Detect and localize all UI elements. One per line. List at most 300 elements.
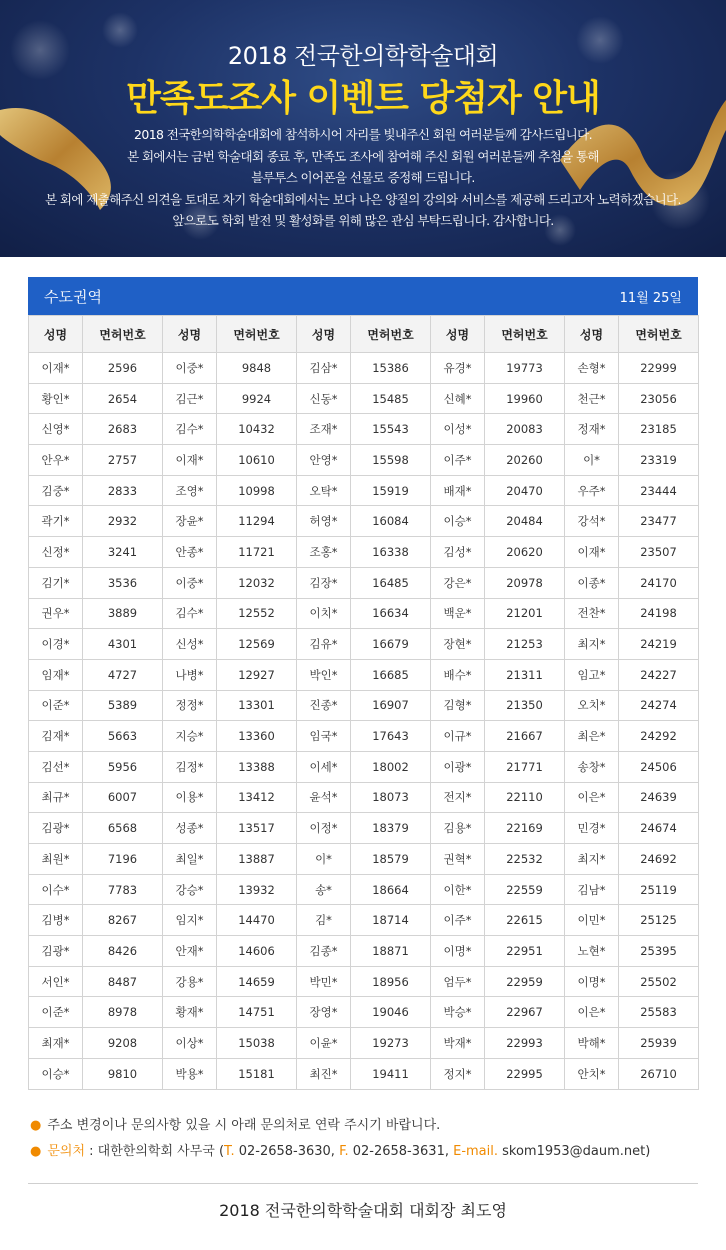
license-number-cell: 18073 (351, 782, 431, 813)
license-number-cell: 8267 (83, 905, 163, 936)
license-number-cell: 24639 (619, 782, 699, 813)
winner-name-cell: 김재* (29, 721, 83, 752)
table-row (29, 537, 699, 568)
winner-name-cell: 안우* (29, 445, 83, 476)
column-header: 성명 (163, 316, 217, 353)
winner-name-cell: 황재* (163, 997, 217, 1028)
license-number-cell: 2654 (83, 383, 163, 414)
winner-name-cell: 강승* (163, 874, 217, 905)
signature: 2018 전국한의학학술대회 대회장 최도영 (219, 1201, 507, 1220)
fax-label: F. (339, 1144, 349, 1159)
winner-name-cell: 임재* (29, 659, 83, 690)
license-number-cell: 9924 (217, 383, 297, 414)
license-number-cell: 13412 (217, 782, 297, 813)
winner-name-cell: 김남* (565, 874, 619, 905)
winner-name-cell: 박용* (163, 1058, 217, 1089)
winner-name-cell: 강용* (163, 966, 217, 997)
winner-name-cell: 김형* (431, 690, 485, 721)
license-number-cell: 20470 (485, 475, 565, 506)
license-number-cell: 22959 (485, 966, 565, 997)
notes (30, 1113, 700, 1165)
license-number-cell: 21201 (485, 598, 565, 629)
table-row (29, 844, 699, 875)
column-header: 면허번호 (619, 316, 699, 353)
winner-name-cell: 박인* (297, 659, 351, 690)
table-row (29, 1028, 699, 1059)
license-number-cell: 16338 (351, 537, 431, 568)
winner-name-cell: 이세* (297, 751, 351, 782)
license-number-cell: 9208 (83, 1028, 163, 1059)
column-header: 성명 (565, 316, 619, 353)
license-number-cell: 3241 (83, 537, 163, 568)
license-number-cell: 20620 (485, 537, 565, 568)
banner-line: 앞으로도 학회 발전 및 활성화를 위해 많은 관심 부탁드립니다. 감사합니다. (172, 213, 554, 228)
winner-name-cell: 백운* (431, 598, 485, 629)
winner-name-cell: 김* (297, 905, 351, 936)
license-number-cell: 14659 (217, 966, 297, 997)
license-number-cell: 15598 (351, 445, 431, 476)
contact-org: : 대한한의학회 사무국 ( (85, 1144, 225, 1159)
winner-name-cell: 김기* (29, 567, 83, 598)
section-header (28, 277, 698, 315)
winner-name-cell: 강은* (431, 567, 485, 598)
winner-name-cell: 최일* (163, 844, 217, 875)
license-number-cell: 13388 (217, 751, 297, 782)
winner-name-cell: 전찬* (565, 598, 619, 629)
tel-number[interactable]: 02-2658-3630, (234, 1144, 340, 1159)
license-number-cell: 21667 (485, 721, 565, 752)
winner-name-cell: 이정* (297, 813, 351, 844)
license-number-cell: 23477 (619, 506, 699, 537)
winner-name-cell: 박민* (297, 966, 351, 997)
license-number-cell: 3536 (83, 567, 163, 598)
license-number-cell: 19273 (351, 1028, 431, 1059)
winner-name-cell: 권우* (29, 598, 83, 629)
winner-name-cell: 김수* (163, 414, 217, 445)
winner-name-cell: 배재* (431, 475, 485, 506)
table-row (29, 997, 699, 1028)
license-number-cell: 4727 (83, 659, 163, 690)
winner-name-cell: 최지* (565, 844, 619, 875)
license-number-cell: 11294 (217, 506, 297, 537)
license-number-cell: 21771 (485, 751, 565, 782)
winner-name-cell: 김병* (29, 905, 83, 936)
table-row (29, 936, 699, 967)
winner-name-cell: 조재* (297, 414, 351, 445)
winner-name-cell: 송창* (565, 751, 619, 782)
license-number-cell: 2683 (83, 414, 163, 445)
table-row (29, 874, 699, 905)
license-number-cell: 8487 (83, 966, 163, 997)
license-number-cell: 2757 (83, 445, 163, 476)
license-number-cell: 2833 (83, 475, 163, 506)
license-number-cell: 14751 (217, 997, 297, 1028)
banner-line: 본 회에 제출해주신 의견을 토대로 차기 학술대회에서는 보다 나은 양질의 강의와 서비스를 제공해 드리고자 노력하겠습니다. (45, 191, 681, 207)
license-number-cell: 18002 (351, 751, 431, 782)
event-date: 11월 25일 (619, 290, 682, 306)
winner-name-cell: 이승* (29, 1058, 83, 1089)
winner-name-cell: 천근* (565, 383, 619, 414)
winner-name-cell: 김용* (431, 813, 485, 844)
license-number-cell: 9848 (217, 353, 297, 384)
winner-name-cell: 진종* (297, 690, 351, 721)
winner-name-cell: 이중* (163, 353, 217, 384)
bullet-icon: ● (30, 1144, 42, 1159)
winner-name-cell: 최원* (29, 844, 83, 875)
license-number-cell: 21311 (485, 659, 565, 690)
winner-name-cell: 이은* (565, 997, 619, 1028)
winner-name-cell: 지승* (163, 721, 217, 752)
license-number-cell: 7196 (83, 844, 163, 875)
license-number-cell: 25502 (619, 966, 699, 997)
winner-name-cell: 김삼* (297, 353, 351, 384)
winner-name-cell: 배수* (431, 659, 485, 690)
winner-name-cell: 윤석* (297, 782, 351, 813)
license-number-cell: 22999 (619, 353, 699, 384)
license-number-cell: 20083 (485, 414, 565, 445)
license-number-cell: 24506 (619, 751, 699, 782)
table-row (29, 782, 699, 813)
note-item (30, 1113, 700, 1139)
tel-label: T. (224, 1144, 235, 1159)
event-banner (0, 0, 726, 257)
license-number-cell: 25125 (619, 905, 699, 936)
fax-number: 02-2658-3631, (348, 1144, 454, 1159)
winner-name-cell: 손형* (565, 353, 619, 384)
license-number-cell: 22951 (485, 936, 565, 967)
license-number-cell: 6568 (83, 813, 163, 844)
winner-name-cell: 민경* (565, 813, 619, 844)
license-number-cell: 23319 (619, 445, 699, 476)
table-row (29, 598, 699, 629)
license-number-cell: 16679 (351, 629, 431, 660)
winners-table (28, 315, 699, 1090)
license-number-cell: 19960 (485, 383, 565, 414)
banner-line: 2018 전국한의학학술대회에 참석하시어 자리를 빛내주신 회원 여러분들께 감사드립니다. (133, 127, 593, 142)
winner-name-cell: 이명* (565, 966, 619, 997)
winner-name-cell: 최지* (565, 629, 619, 660)
winner-name-cell: 신동* (297, 383, 351, 414)
table-header-row (29, 316, 699, 353)
winner-name-cell: 조영* (163, 475, 217, 506)
column-header: 성명 (29, 316, 83, 353)
winner-name-cell: 이한* (431, 874, 485, 905)
license-number-cell: 8426 (83, 936, 163, 967)
license-number-cell: 15386 (351, 353, 431, 384)
license-number-cell: 24198 (619, 598, 699, 629)
table-row (29, 445, 699, 476)
license-number-cell: 19773 (485, 353, 565, 384)
license-number-cell: 16084 (351, 506, 431, 537)
license-number-cell: 5956 (83, 751, 163, 782)
license-number-cell: 15543 (351, 414, 431, 445)
winner-name-cell: 김종* (297, 936, 351, 967)
winner-name-cell: 오치* (565, 690, 619, 721)
winner-name-cell: 이은* (565, 782, 619, 813)
winner-name-cell: 전지* (431, 782, 485, 813)
contact-label: 문의처 (47, 1144, 86, 1159)
license-number-cell: 22615 (485, 905, 565, 936)
license-number-cell: 10432 (217, 414, 297, 445)
license-number-cell: 12032 (217, 567, 297, 598)
license-number-cell: 19411 (351, 1058, 431, 1089)
winner-name-cell: 황인* (29, 383, 83, 414)
winner-name-cell: 박재* (431, 1028, 485, 1059)
table-row (29, 383, 699, 414)
license-number-cell: 12569 (217, 629, 297, 660)
winner-name-cell: 엄두* (431, 966, 485, 997)
license-number-cell: 9810 (83, 1058, 163, 1089)
license-number-cell: 22995 (485, 1058, 565, 1089)
license-number-cell: 23185 (619, 414, 699, 445)
license-number-cell: 15485 (351, 383, 431, 414)
winner-name-cell: 안영* (297, 445, 351, 476)
winner-name-cell: 이수* (29, 874, 83, 905)
license-number-cell: 22559 (485, 874, 565, 905)
license-number-cell: 22993 (485, 1028, 565, 1059)
winner-name-cell: 장영* (297, 997, 351, 1028)
winner-name-cell: 안종* (163, 537, 217, 568)
winner-name-cell: 성종* (163, 813, 217, 844)
license-number-cell: 10610 (217, 445, 297, 476)
winner-name-cell: 정재* (565, 414, 619, 445)
license-number-cell: 22532 (485, 844, 565, 875)
winner-name-cell: 김장* (297, 567, 351, 598)
license-number-cell: 19046 (351, 997, 431, 1028)
license-number-cell: 21350 (485, 690, 565, 721)
winner-name-cell: 강석* (565, 506, 619, 537)
winner-name-cell: 이중* (163, 567, 217, 598)
winner-name-cell: 임고* (565, 659, 619, 690)
license-number-cell: 13932 (217, 874, 297, 905)
winner-name-cell: 송* (297, 874, 351, 905)
license-number-cell: 24292 (619, 721, 699, 752)
license-number-cell: 17643 (351, 721, 431, 752)
winner-name-cell: 조홍* (297, 537, 351, 568)
license-number-cell: 23056 (619, 383, 699, 414)
divider (28, 1183, 698, 1184)
license-number-cell: 20978 (485, 567, 565, 598)
winner-name-cell: 이* (565, 445, 619, 476)
winner-name-cell: 이준* (29, 690, 83, 721)
winner-name-cell: 이명* (431, 936, 485, 967)
winner-name-cell: 우주* (565, 475, 619, 506)
license-number-cell: 6007 (83, 782, 163, 813)
winner-name-cell: 박해* (565, 1028, 619, 1059)
column-header: 성명 (431, 316, 485, 353)
license-number-cell: 20260 (485, 445, 565, 476)
winner-name-cell: 서인* (29, 966, 83, 997)
license-number-cell: 5663 (83, 721, 163, 752)
license-number-cell: 7783 (83, 874, 163, 905)
winner-name-cell: 이규* (431, 721, 485, 752)
winner-name-cell: 유경* (431, 353, 485, 384)
table-row (29, 751, 699, 782)
license-number-cell: 20484 (485, 506, 565, 537)
winner-name-cell: 권혁* (431, 844, 485, 875)
bullet-icon: ● (30, 1118, 42, 1133)
license-number-cell: 14470 (217, 905, 297, 936)
license-number-cell: 16685 (351, 659, 431, 690)
winner-name-cell: 박승* (431, 997, 485, 1028)
license-number-cell: 16634 (351, 598, 431, 629)
winner-name-cell: 김성* (431, 537, 485, 568)
banner-description (0, 124, 726, 232)
table-row (29, 414, 699, 445)
license-number-cell: 2596 (83, 353, 163, 384)
column-header: 면허번호 (217, 316, 297, 353)
license-number-cell: 22169 (485, 813, 565, 844)
winner-name-cell: 최재* (29, 1028, 83, 1059)
license-number-cell: 26710 (619, 1058, 699, 1089)
table-row (29, 905, 699, 936)
license-number-cell: 16907 (351, 690, 431, 721)
email-label: E-mail. (453, 1144, 498, 1159)
license-number-cell: 25119 (619, 874, 699, 905)
winner-name-cell: 김광* (29, 936, 83, 967)
banner-title: 만족도조사 이벤트 당첨자 안내 (126, 78, 600, 119)
winner-name-cell: 이주* (431, 905, 485, 936)
license-number-cell: 15038 (217, 1028, 297, 1059)
winner-name-cell: 이치* (297, 598, 351, 629)
license-number-cell: 25583 (619, 997, 699, 1028)
license-number-cell: 18379 (351, 813, 431, 844)
winner-name-cell: 정정* (163, 690, 217, 721)
license-number-cell: 24219 (619, 629, 699, 660)
license-number-cell: 13517 (217, 813, 297, 844)
winner-name-cell: 이용* (163, 782, 217, 813)
license-number-cell: 12927 (217, 659, 297, 690)
table-row (29, 353, 699, 384)
winner-name-cell: 최은* (565, 721, 619, 752)
license-number-cell: 18871 (351, 936, 431, 967)
winner-name-cell: 이재* (565, 537, 619, 568)
winner-name-cell: 이재* (163, 445, 217, 476)
license-number-cell: 23507 (619, 537, 699, 568)
winner-name-cell: 허영* (297, 506, 351, 537)
winner-name-cell: 이상* (163, 1028, 217, 1059)
column-header: 면허번호 (83, 316, 163, 353)
winner-name-cell: 정지* (431, 1058, 485, 1089)
table-row (29, 659, 699, 690)
winner-name-cell: 김선* (29, 751, 83, 782)
winner-name-cell: 이승* (431, 506, 485, 537)
winner-name-cell: 김정* (163, 751, 217, 782)
winner-name-cell: 김중* (29, 475, 83, 506)
table-row (29, 567, 699, 598)
column-header: 면허번호 (485, 316, 565, 353)
column-header: 면허번호 (351, 316, 431, 353)
license-number-cell: 18664 (351, 874, 431, 905)
winner-name-cell: 김유* (297, 629, 351, 660)
winner-name-cell: 김수* (163, 598, 217, 629)
table-row (29, 1058, 699, 1089)
license-number-cell: 10998 (217, 475, 297, 506)
table-row (29, 813, 699, 844)
table-row (29, 966, 699, 997)
winner-name-cell: 이민* (565, 905, 619, 936)
winner-name-cell: 신혜* (431, 383, 485, 414)
winner-name-cell: 이경* (29, 629, 83, 660)
winner-name-cell: 곽기* (29, 506, 83, 537)
winner-name-cell: 이준* (29, 997, 83, 1028)
license-number-cell: 18714 (351, 905, 431, 936)
license-number-cell: 15181 (217, 1058, 297, 1089)
winner-name-cell: 나병* (163, 659, 217, 690)
license-number-cell: 24674 (619, 813, 699, 844)
license-number-cell: 5389 (83, 690, 163, 721)
winner-name-cell: 최규* (29, 782, 83, 813)
winner-name-cell: 이재* (29, 353, 83, 384)
license-number-cell: 21253 (485, 629, 565, 660)
winner-name-cell: 신성* (163, 629, 217, 660)
winner-name-cell: 이성* (431, 414, 485, 445)
winner-name-cell: 임지* (163, 905, 217, 936)
email-address[interactable]: skom1953@daum.net) (498, 1144, 651, 1159)
banner-line: 블루투스 이어폰을 선물로 증정해 드립니다. (251, 170, 475, 185)
license-number-cell: 16485 (351, 567, 431, 598)
winner-name-cell: 이* (297, 844, 351, 875)
winner-name-cell: 이주* (431, 445, 485, 476)
license-number-cell: 8978 (83, 997, 163, 1028)
license-number-cell: 11721 (217, 537, 297, 568)
winner-name-cell: 김광* (29, 813, 83, 844)
table-row (29, 506, 699, 537)
table-row (29, 475, 699, 506)
region-label: 수도권역 (44, 287, 102, 306)
license-number-cell: 3889 (83, 598, 163, 629)
license-number-cell: 23444 (619, 475, 699, 506)
license-number-cell: 13887 (217, 844, 297, 875)
winner-name-cell: 이종* (565, 567, 619, 598)
note-text: 주소 변경이나 문의사항 있을 시 아래 문의처로 연락 주시기 바랍니다. (47, 1118, 441, 1133)
winner-name-cell: 신정* (29, 537, 83, 568)
winners-section (28, 277, 698, 1090)
license-number-cell: 25395 (619, 936, 699, 967)
table-row (29, 721, 699, 752)
license-number-cell: 14606 (217, 936, 297, 967)
license-number-cell: 24274 (619, 690, 699, 721)
winner-name-cell: 장윤* (163, 506, 217, 537)
license-number-cell: 24692 (619, 844, 699, 875)
column-header: 성명 (297, 316, 351, 353)
license-number-cell: 25939 (619, 1028, 699, 1059)
banner-subtitle: 2018 전국한의학학술대회 (227, 42, 499, 70)
license-number-cell: 13301 (217, 690, 297, 721)
winner-name-cell: 노현* (565, 936, 619, 967)
winner-name-cell: 안재* (163, 936, 217, 967)
license-number-cell: 15919 (351, 475, 431, 506)
winner-name-cell: 신영* (29, 414, 83, 445)
license-number-cell: 12552 (217, 598, 297, 629)
license-number-cell: 22110 (485, 782, 565, 813)
winner-name-cell: 오탁* (297, 475, 351, 506)
license-number-cell: 24227 (619, 659, 699, 690)
table-row (29, 690, 699, 721)
license-number-cell: 2932 (83, 506, 163, 537)
license-number-cell: 22967 (485, 997, 565, 1028)
winner-name-cell: 김근* (163, 383, 217, 414)
winner-name-cell: 안치* (565, 1058, 619, 1089)
license-number-cell: 24170 (619, 567, 699, 598)
license-number-cell: 4301 (83, 629, 163, 660)
winner-name-cell: 이광* (431, 751, 485, 782)
winner-name-cell: 최진* (297, 1058, 351, 1089)
winner-name-cell: 이윤* (297, 1028, 351, 1059)
license-number-cell: 13360 (217, 721, 297, 752)
contact-item (30, 1139, 700, 1165)
winner-name-cell: 장현* (431, 629, 485, 660)
